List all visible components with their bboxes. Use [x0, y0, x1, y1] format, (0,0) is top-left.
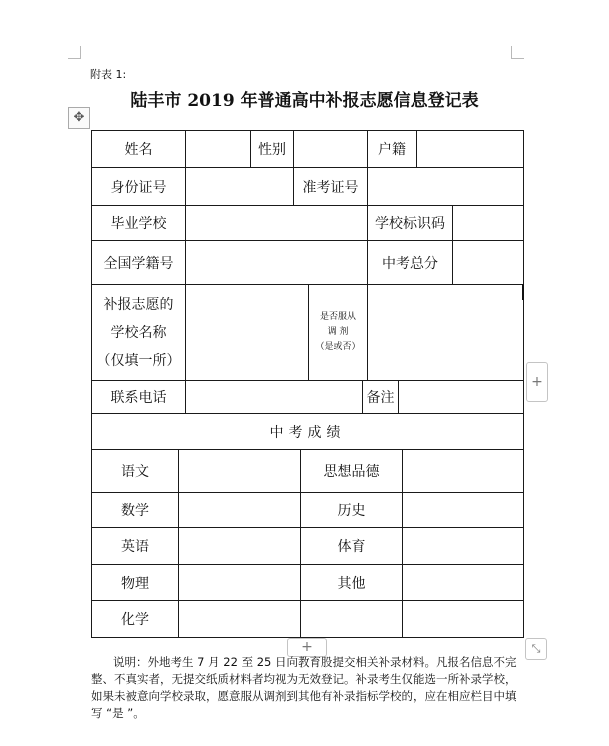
table-move-handle-icon[interactable]: ✥: [68, 107, 90, 129]
label-remark: 备注: [362, 380, 399, 414]
label-huji: 户籍: [367, 130, 417, 168]
page-title: 陆丰市 2019 年普通高中补报志愿信息登记表: [130, 91, 479, 111]
input-other[interactable]: [402, 564, 524, 601]
label-id-number: 身份证号: [91, 167, 186, 206]
input-wish-school[interactable]: [185, 284, 309, 381]
label-ethics: 思想品德: [300, 449, 403, 493]
label-math: 数学: [91, 492, 179, 528]
label-wish-school: [91, 284, 186, 381]
input-huji[interactable]: [416, 130, 524, 168]
attachment-label: 附表 1:: [90, 68, 127, 81]
label-grad-school: 毕业学校: [91, 205, 186, 241]
input-math[interactable]: [178, 492, 301, 528]
label-physics: 物理: [91, 564, 179, 601]
add-column-icon[interactable]: +: [287, 638, 327, 657]
table-resize-icon[interactable]: ⤡: [525, 638, 547, 660]
add-row-icon[interactable]: +: [526, 362, 548, 402]
label-student-id: 全国学籍号: [91, 240, 186, 285]
label-exam-number: 准考证号: [293, 167, 368, 206]
text-cursor: [522, 284, 524, 300]
label-gender: 性别: [250, 130, 294, 168]
input-chemistry[interactable]: [178, 600, 301, 638]
blank-input-cell[interactable]: [402, 600, 524, 638]
obey-line-1: 是否服从: [319, 312, 356, 322]
label-english: 英语: [91, 527, 179, 565]
obey-line-3: （是或否）: [315, 342, 361, 352]
input-total-score[interactable]: [452, 240, 524, 285]
input-name[interactable]: [185, 130, 251, 168]
label-school-code: 学校标识码: [367, 205, 453, 241]
wish-line-1: 补报志愿的: [103, 296, 174, 313]
input-ethics[interactable]: [402, 449, 524, 493]
input-remark[interactable]: [398, 380, 524, 414]
label-name: 姓名: [91, 130, 186, 168]
input-student-id[interactable]: [185, 240, 368, 285]
blank-label-cell: [300, 600, 403, 638]
label-total-score: 中考总分: [367, 240, 453, 285]
label-pe: 体育: [300, 527, 403, 565]
crop-mark-top-left: [68, 46, 81, 59]
label-phone: 联系电话: [91, 380, 186, 414]
input-obey-adjust[interactable]: [367, 284, 524, 381]
input-exam-number[interactable]: [367, 167, 524, 206]
label-obey-adjust: [308, 284, 368, 381]
input-gender[interactable]: [293, 130, 368, 168]
input-english[interactable]: [178, 527, 301, 565]
label-chinese: 语文: [91, 449, 179, 493]
scores-header: 中考成绩: [91, 413, 524, 450]
label-history: 历史: [300, 492, 403, 528]
label-chemistry: 化学: [91, 600, 179, 638]
input-pe[interactable]: [402, 527, 524, 565]
crop-mark-top-right: [511, 46, 524, 59]
obey-line-2: 调 剂: [327, 327, 349, 337]
input-chinese[interactable]: [178, 449, 301, 493]
label-other: 其他: [300, 564, 403, 601]
input-physics[interactable]: [178, 564, 301, 601]
instructions-note: 说明：外地考生 7 月 22 至 25 日向教育股提交相关补录材料。凡报名信息不完整、不真实者，无提交纸质材料者均视为无效登记。补录考生仅能选一所补录学校，如果未被意向学校录取，愿意服从调剂到其他有补录指标学校的，应在相应栏目中填写 “是 ”。: [91, 655, 517, 720]
input-school-code[interactable]: [452, 205, 524, 241]
input-id-number[interactable]: [185, 167, 294, 206]
wish-line-2: 学校名称: [110, 324, 167, 341]
input-history[interactable]: [402, 492, 524, 528]
input-phone[interactable]: [185, 380, 363, 414]
wish-line-3: （仅填一所）: [96, 352, 181, 369]
input-grad-school[interactable]: [185, 205, 368, 241]
